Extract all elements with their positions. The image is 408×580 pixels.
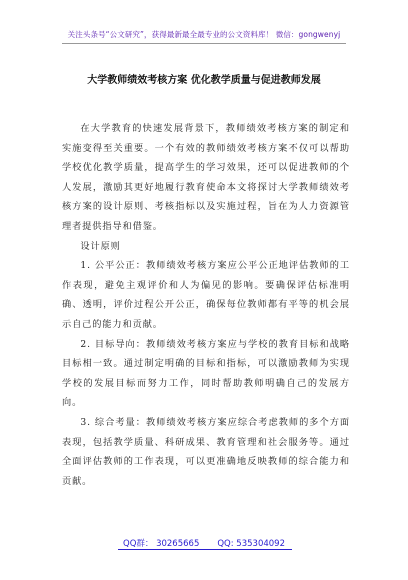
footer-underline bbox=[118, 549, 292, 550]
header-banner: 关注头条号“公文研究”，获得最新最全最专业的公文资料库！ 微信：gongwenyj bbox=[67, 30, 341, 39]
header-divider bbox=[62, 43, 346, 44]
principle-paragraph-1: 1. 公平公正：教师绩效考核方案应公平公正地评估教师的工作表现，避免主观评价和人为偏见的影响。要确保评估标准明确、透明，评价过程公开公正，确保每位教师都有平等的机会展示自己的能力和贡献。 bbox=[62, 260, 350, 330]
document-body bbox=[62, 119, 350, 491]
footer-contact bbox=[0, 537, 408, 549]
principle-paragraph-3: 3. 综合考量：教师绩效考核方案应综合考虑教师的多个方面表现，包括教学质量、科研成果、教育管理和社会服务等。通过全面评估教师的工作表现，可以更准确地反映教师的综合能力和贡献。 bbox=[62, 416, 350, 487]
document-title: 大学教师绩效考核方案 优化教学质量与促进教师发展 bbox=[87, 75, 321, 86]
principle-paragraph-2: 2. 目标导向：教师绩效考核方案应与学校的教育目标和战略目标相一致。通过制定明确的目标和指标，可以激励教师为实现学校的发展目标而努力工作，同时帮助教师明确自己的发展方向。 bbox=[62, 338, 350, 409]
intro-paragraph: 在大学教育的快速发展背景下，教师绩效考核方案的制定和实施变得至关重要。一个有效的教师绩效考核方案不仅可以帮助学校优化教学质量，提高学生的学习效果，还可以促进教师的个人发展，激励其更好地履行教育使命本文将探讨大学教师绩效考核方案的设计原则、考核指标以及实施过程，旨在为人力资源管理者提供指导和借鉴。 bbox=[62, 123, 350, 232]
footer-qq: QQ: 535304092 bbox=[217, 539, 285, 549]
section-heading: 设计原则 bbox=[80, 240, 121, 252]
footer-qq-group: QQ群： 30265665 bbox=[123, 539, 200, 549]
